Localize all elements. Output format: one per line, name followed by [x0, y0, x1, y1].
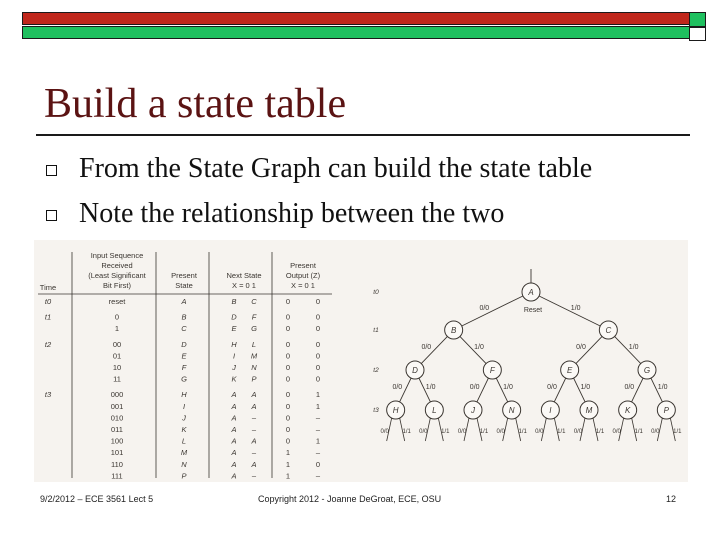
table-cell-present-state: J [182, 413, 186, 423]
graph-edge-label: 1/1 [518, 429, 527, 435]
table-cell-output-1: – [315, 425, 321, 434]
table-header-text: Time [39, 283, 57, 292]
table-cell-next-state-1: A [251, 401, 257, 411]
graph-node-label: J [471, 406, 475, 415]
table-cell-time: t3 [44, 390, 52, 400]
table-cell-output-0: 0 [285, 312, 291, 322]
bullet-text: Note the relationship between the two [79, 198, 505, 229]
graph-edge-label: 1/1 [441, 429, 450, 435]
footer-date-lecture: 9/2/2012 – ECE 3561 Lect 5 [40, 494, 154, 504]
table-cell-next-state-0: K [231, 374, 237, 384]
graph-edge-label: 1/1 [402, 429, 411, 435]
graph-edge-label: 0/0 [612, 429, 621, 435]
graph-edge-label: 1/1 [557, 429, 566, 435]
graph-edge-label: 0/0 [496, 429, 505, 435]
table-cell-output-0: 0 [285, 390, 291, 400]
table-cell-output-0: 1 [285, 459, 291, 469]
graph-edge-label: 0/0 [380, 429, 389, 435]
table-cell-output-1: 0 [315, 324, 321, 334]
table-cell-output-1: 0 [315, 459, 321, 469]
table-cell-next-state-0: E [231, 324, 237, 334]
table-cell-next-state-1: – [251, 448, 257, 458]
graph-edge-label: 0/0 [576, 344, 586, 351]
title-rule [36, 134, 690, 136]
table-cell-input: 000 [110, 390, 124, 400]
header-square-white [689, 27, 706, 41]
graph-edge-label: 0/0 [651, 429, 660, 435]
table-cell-output-1: 1 [315, 390, 321, 400]
table-cell-output-1: – [315, 448, 321, 458]
table-cell-next-state-1: A [251, 436, 257, 446]
graph-node-label: C [605, 326, 612, 335]
graph-edge-label: 1/0 [474, 344, 484, 351]
header-square-green [689, 12, 706, 27]
graph-node-label: K [624, 406, 631, 415]
graph-node-label: L [432, 406, 437, 415]
table-cell-next-state-0: A [231, 401, 237, 411]
table-cell-time: t1 [44, 312, 52, 322]
table-header-text: Present [290, 261, 316, 270]
graph-level-label: t1 [373, 327, 379, 334]
graph-level-label: t2 [373, 367, 379, 374]
table-cell-input: reset [108, 297, 126, 306]
table-cell-output-0: 0 [285, 339, 291, 349]
table-cell-next-state-0: A [231, 471, 237, 481]
table-cell-output-1: 0 [315, 351, 321, 361]
table-cell-output-1: 0 [315, 363, 321, 372]
table-cell-next-state-1: M [250, 351, 258, 361]
table-cell-output-0: 0 [285, 324, 291, 334]
table-cell-next-state-1: – [251, 425, 257, 434]
table-cell-input: 0 [114, 312, 120, 322]
table-header-text: Bit First) [103, 281, 131, 290]
graph-node-label: B [450, 326, 457, 335]
table-cell-input: 111 [111, 471, 123, 481]
graph-node-label: D [412, 366, 418, 375]
table-header-text: Received [101, 261, 133, 270]
table-cell-output-0: 0 [285, 351, 291, 361]
slide-title: Build a state table [44, 81, 347, 127]
graph-node-label: I [549, 406, 552, 415]
graph-edge-label: 0/0 [421, 344, 432, 351]
scanned-figure [34, 240, 688, 482]
table-cell-input: 1 [114, 324, 120, 334]
table-cell-input: 100 [110, 436, 124, 446]
table-cell-output-1: 0 [315, 339, 321, 349]
table-cell-next-state-0: D [231, 312, 237, 322]
table-cell-input: 011 [111, 425, 123, 434]
square-bullet-icon [46, 210, 57, 221]
table-cell-present-state: F [181, 363, 187, 372]
table-cell-input: 11 [113, 374, 121, 384]
table-cell-input: 101 [110, 448, 124, 458]
table-cell-next-state-0: A [231, 390, 237, 400]
table-cell-output-1: 0 [315, 374, 321, 384]
table-cell-next-state-1: N [251, 363, 257, 372]
table-header-text: (Least Significant [88, 271, 146, 280]
table-header-text: Present [171, 271, 197, 280]
bullet-text: From the State Graph can build the state table [79, 153, 593, 184]
graph-node-label: H [392, 406, 399, 415]
table-cell-next-state-0: B [231, 297, 237, 306]
table-cell-output-0: 1 [285, 448, 291, 458]
graph-node-label: N [508, 406, 515, 415]
graph-edge-label: 1/0 [570, 305, 581, 312]
table-cell-next-state-0: J [232, 363, 236, 372]
bullet-item [46, 153, 592, 185]
table-cell-present-state: K [181, 425, 187, 434]
table-cell-present-state: M [180, 448, 188, 458]
table-cell-output-1: 0 [315, 297, 321, 306]
table-cell-next-state-0: A [231, 459, 237, 469]
table-cell-output-0: 0 [285, 363, 291, 372]
table-cell-present-state: B [181, 312, 187, 322]
graph-edge-label: 0/0 [419, 429, 428, 435]
graph-node-label: M [585, 406, 593, 415]
table-cell-input: 010 [110, 413, 124, 423]
table-cell-input: 110 [111, 459, 123, 469]
slide-number: 12 [666, 494, 677, 504]
table-cell-input: 10 [112, 363, 122, 372]
graph-edge-label: 0/0 [624, 384, 635, 391]
table-cell-next-state-0: A [231, 448, 237, 458]
graph-edge-label: 0/0 [392, 384, 403, 391]
header-bar-green [22, 26, 690, 39]
graph-edge-label: 1/0 [503, 384, 513, 391]
table-cell-present-state: I [182, 401, 186, 411]
bullet-item [46, 198, 504, 230]
table-cell-next-state-1: F [251, 312, 257, 322]
table-cell-present-state: P [181, 471, 187, 481]
graph-node-label: A [528, 288, 534, 297]
table-cell-present-state: G [181, 374, 187, 384]
table-cell-next-state-0: A [231, 413, 237, 423]
graph-edge-label: 0/0 [535, 429, 544, 435]
graph-edge-label: 1/1 [673, 429, 682, 435]
table-cell-output-1: – [315, 413, 321, 423]
table-cell-output-0: 0 [285, 413, 291, 423]
table-cell-next-state-0: I [232, 351, 236, 361]
table-cell-time: t0 [44, 297, 52, 306]
table-cell-output-0: 0 [285, 436, 291, 446]
graph-node-label: G [643, 366, 651, 375]
table-cell-present-state: H [181, 390, 187, 400]
graph-edge-label: 1/0 [425, 384, 436, 391]
graph-edge-label: 1/0 [580, 384, 591, 391]
table-header-text: Next State [226, 271, 262, 280]
table-cell-output-0: 0 [285, 297, 291, 306]
table-cell-next-state-1: L [251, 339, 257, 349]
table-header-text: Output (Z) [285, 271, 321, 280]
table-cell-present-state: L [181, 436, 187, 446]
header-bar-red [22, 12, 690, 25]
table-cell-next-state-1: A [251, 459, 257, 469]
table-cell-input: 001 [110, 401, 124, 411]
graph-node-label: F [489, 366, 495, 375]
graph-edge-label: 1/0 [657, 384, 668, 391]
table-cell-next-state-1: – [251, 413, 257, 423]
footer-copyright: Copyright 2012 - Joanne DeGroat, ECE, OSU [258, 494, 442, 504]
graph-node-label: E [566, 366, 573, 375]
table-cell-input: 01 [112, 351, 122, 361]
table-cell-output-1: 1 [315, 436, 321, 446]
graph-edge-label: 0/0 [573, 429, 583, 435]
table-cell-output-0: 0 [285, 425, 291, 434]
table-cell-output-0: 1 [285, 471, 291, 481]
table-cell-output-1: 1 [315, 401, 321, 411]
graph-edge-label: 0/0 [457, 429, 467, 435]
table-cell-present-state: N [181, 459, 187, 469]
table-cell-present-state: C [181, 324, 187, 334]
table-cell-next-state-0: H [231, 339, 237, 349]
table-cell-output-1: 0 [315, 312, 321, 322]
graph-edge-label: 1/1 [595, 429, 605, 435]
graph-reset-label: Reset [523, 307, 543, 314]
table-cell-input: 00 [112, 339, 122, 349]
table-cell-output-0: 0 [285, 374, 291, 384]
table-cell-present-state: E [181, 351, 187, 361]
table-cell-next-state-1: A [251, 390, 257, 400]
graph-edge-label: 0/0 [479, 305, 490, 312]
table-cell-next-state-0: A [231, 425, 237, 434]
table-header-text: State [175, 281, 193, 290]
table-cell-output-0: 0 [285, 401, 291, 411]
graph-edge-label: 1/1 [634, 429, 643, 435]
table-cell-present-state: D [181, 339, 187, 349]
table-cell-present-state: A [181, 297, 187, 306]
graph-node-label: P [663, 406, 670, 415]
table-cell-output-1: – [315, 471, 321, 481]
graph-edge-label: 0/0 [469, 384, 480, 391]
graph-edge-label: 1/1 [479, 429, 489, 435]
table-cell-next-state-1: C [251, 297, 257, 306]
table-cell-next-state-1: P [251, 374, 257, 384]
table-cell-time: t2 [44, 339, 52, 349]
table-cell-next-state-1: G [251, 324, 257, 334]
graph-level-label: t0 [373, 289, 379, 296]
graph-level-label: t3 [373, 407, 379, 414]
table-cell-next-state-1: – [251, 471, 257, 481]
graph-edge-label: 1/0 [628, 344, 639, 351]
table-cell-next-state-0: A [231, 436, 237, 446]
table-header-text: X = 0 1 [291, 281, 315, 290]
graph-edge-label: 0/0 [547, 384, 557, 391]
table-header-text: Input Sequence [90, 251, 144, 260]
table-header-text: X = 0 1 [232, 281, 256, 290]
square-bullet-icon [46, 165, 57, 176]
